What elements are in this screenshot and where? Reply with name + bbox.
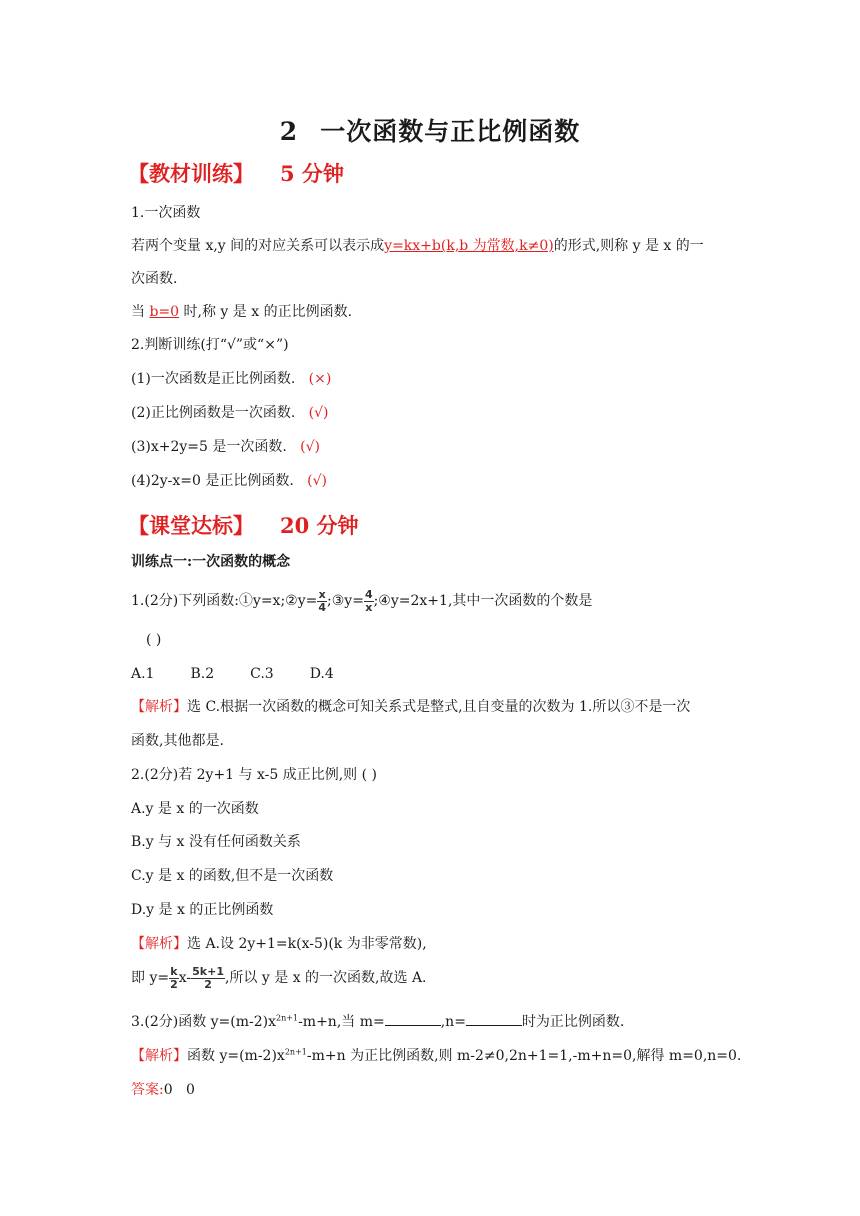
q1-text: ;④y=2x+1,其中一次函数的个数是 (373, 593, 593, 609)
fraction-numerator: 5k+1 (192, 964, 224, 978)
option-a: A.1 (131, 666, 155, 682)
q3-answer (131, 1080, 195, 1100)
q2-stem: 2.(2分)若 2y+1 与 x-5 成正比例,则 ( ) (131, 767, 378, 783)
section-time: 20 分钟 (280, 513, 359, 538)
q1-analysis (131, 697, 690, 717)
answer-blank-m (385, 1013, 441, 1026)
fraction-4-over-x (364, 589, 374, 614)
analysis-text: 选 C.根据一次函数的概念可知关系式是整式,且自变量的次数为 1.所以③不是一次 (187, 699, 691, 715)
option-d: D.4 (309, 666, 334, 682)
fraction-numerator: k (170, 964, 178, 978)
section-heading-textbook (128, 158, 344, 188)
q3-text: -m+n,当 m= (298, 1014, 385, 1030)
judge-mark: (√) (308, 405, 329, 421)
training-point: 训练点一:一次函数的概念 (131, 554, 291, 570)
fraction-denominator: x (365, 600, 373, 614)
q1-text: 1.(2分)下列函数:①y=x;②y= (131, 593, 318, 609)
exponent: 2n+1 (284, 1047, 307, 1057)
def-text-end: 的形式,则称 y 是 x 的一 (553, 238, 704, 254)
judge-text: (2)正比例函数是一次函数. (131, 405, 296, 421)
section-label: 【教材训练】 (128, 161, 254, 186)
section-label: 【课堂达标】 (128, 513, 254, 538)
exponent: 2n+1 (276, 1013, 299, 1023)
formula-text: ,所以 y 是 x 的一次函数,故选 A. (224, 970, 427, 986)
analysis-label: 【解析】 (131, 1048, 187, 1064)
analysis-label: 【解析】 (131, 936, 187, 952)
q3-stem (131, 1012, 624, 1032)
q1-answer-paren: ( ) (146, 632, 162, 648)
judge-text: (4)2y-x=0 是正比例函数. (131, 473, 294, 489)
when-answer: b=0 (149, 304, 180, 320)
def-line-2: 次函数. (131, 271, 178, 287)
q3-text: 时为正比例函数. (521, 1014, 625, 1030)
fraction-denominator: 2 (170, 977, 178, 991)
answer-value: 0 0 (163, 1082, 195, 1098)
q1-stem (131, 588, 592, 614)
judge-item (131, 437, 320, 457)
q3-text: 3.(2分)函数 y=(m-2)x (131, 1014, 277, 1030)
judge-item (131, 471, 327, 491)
fraction-x-over-4 (317, 589, 327, 614)
judge-mark: (×) (308, 371, 332, 387)
q2-option-a: A.y 是 x 的一次函数 (131, 801, 259, 817)
judge-item (131, 369, 331, 389)
fraction-k-over-2 (169, 966, 179, 991)
q3-analysis (131, 1046, 741, 1066)
section-heading-classroom (128, 510, 359, 540)
page-title (0, 112, 860, 148)
judge-mark: (√) (300, 439, 321, 455)
def-line-1 (131, 236, 704, 256)
judge-mark: (√) (307, 473, 328, 489)
fraction-numerator: x (318, 587, 326, 601)
fraction-numerator: 4 (364, 587, 373, 601)
option-c: C.3 (250, 666, 274, 682)
q2-analysis-formula (131, 964, 427, 992)
analysis-text: 选 A.设 2y+1=k(x-5)(k 为非零常数), (187, 936, 427, 952)
title-number: 2 (279, 117, 299, 146)
judge-heading: 2.判断训练(打“√”或“×”) (131, 337, 289, 353)
fraction-denominator: 2 (204, 977, 212, 991)
fraction-denominator: 4 (318, 600, 327, 614)
q2-option-d: D.y 是 x 的正比例函数 (131, 902, 274, 918)
fraction-5k1-over-2 (191, 966, 225, 991)
analysis-label: 【解析】 (131, 699, 187, 715)
judge-item (131, 403, 329, 423)
q2-analysis (131, 934, 427, 954)
analysis-text: -m+n 为正比例函数,则 m-2≠0,2n+1=1,-m+n=0,解得 m=0,n=0. (306, 1048, 742, 1064)
when-text-end: 时,称 y 是 x 的正比例函数. (183, 304, 353, 320)
q2-option-b: B.y 与 x 没有任何函数关系 (131, 834, 301, 850)
judge-text: (3)x+2y=5 是一次函数. (131, 439, 287, 455)
def-text: 若两个变量 x,y 间的对应关系可以表示成 (131, 238, 385, 254)
section-time: 5 分钟 (280, 161, 344, 186)
judge-text: (1)一次函数是正比例函数. (131, 371, 296, 387)
q2-option-c: C.y 是 x 的函数,但不是一次函数 (131, 868, 334, 884)
q1-analysis-cont: 函数,其他都是. (131, 733, 224, 749)
def-heading: 1.一次函数 (131, 205, 201, 221)
analysis-text: 函数 y=(m-2)x (187, 1048, 285, 1064)
formula-text: x- (178, 970, 192, 986)
q1-options (131, 664, 370, 684)
title-text: 一次函数与正比例函数 (320, 117, 581, 146)
def-answer: y=kx+b(k,b 为常数,k≠0) (384, 238, 554, 254)
option-b: B.2 (190, 666, 215, 682)
proportional-def (131, 302, 352, 322)
answer-label: 答案: (131, 1082, 164, 1098)
q3-text: ,n= (440, 1014, 466, 1030)
formula-text: 即 y= (131, 970, 170, 986)
q1-text: ;③y= (327, 593, 364, 609)
answer-blank-n (466, 1013, 522, 1026)
when-text: 当 (131, 304, 145, 320)
